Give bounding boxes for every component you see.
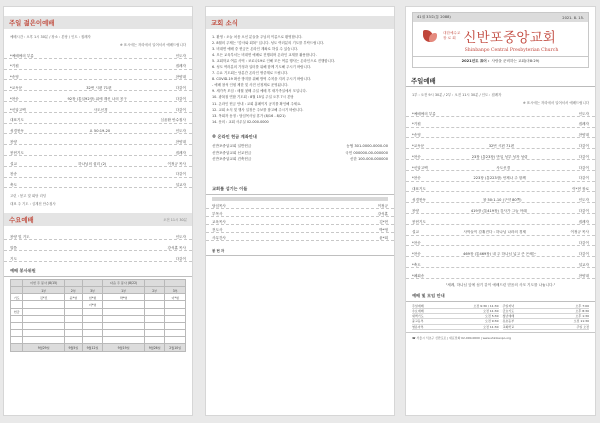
duty-cell [82, 279, 103, 286]
sunday-service-info: 1부 : 오전 9시 30분 / 2부 : 오전 11시 30분 / 인도 : 집례자 [412, 93, 502, 97]
guide-label: 청년예배 [502, 314, 515, 319]
order-item: *교독문 [412, 143, 425, 148]
duty-cell: 기도 [11, 294, 23, 301]
duty-cell [144, 294, 165, 301]
staff-role: 부목사 [212, 212, 223, 216]
order-leader: 다같이 [578, 143, 589, 148]
duty-cell [144, 315, 165, 322]
order-item: 말씀 [10, 245, 17, 250]
order-leader: 인도자 [175, 53, 186, 58]
duty-cell [23, 337, 65, 344]
sunday-title: 주일예배 [411, 76, 436, 85]
order-item: 찬양 및 기도 [10, 234, 30, 239]
order-leader: 강석훈 목사 [167, 245, 186, 250]
footnote-1: 고린 : 봉고 및 회당 리딩 [10, 194, 47, 199]
order-item: 찬양 [10, 139, 17, 144]
order-item: 축도 [10, 183, 17, 188]
wednesday-order-list [4, 229, 192, 261]
duty-cell: 헌금 [11, 308, 23, 315]
duty-cell [23, 315, 65, 322]
order-detail: 32번 시편 71편 [86, 85, 112, 90]
church-footer: ☎ 서울시 서초구 신반포로 | 대표전화 02-000-0000 | www.shinbanpo.org [406, 332, 595, 343]
church-name: 신반포중앙교회 [463, 30, 557, 46]
order-leader: 다같이 [175, 172, 186, 177]
order-leader: 다같이 [175, 256, 186, 261]
order-detail: 창 50:1-10 (구약 80쪽) [482, 197, 522, 202]
account-number: 국민 000000-00-000000 [345, 150, 388, 155]
order-row [406, 225, 595, 236]
order-item: *찬송 [412, 241, 421, 246]
order-item: *송영 [10, 75, 19, 80]
denomination-label [443, 31, 460, 40]
duty-cell [103, 322, 145, 329]
duty-cell: 9월29일 [23, 344, 65, 351]
church-logo [413, 22, 588, 48]
order-row [4, 178, 192, 189]
duty-cell [82, 330, 103, 337]
guide-title: 예배 및 모임 안내 [406, 290, 595, 302]
duty-cell: 1부 [103, 286, 145, 293]
guide-time: 오후 8:30 [575, 309, 589, 314]
duty-cell: 9월19일 [103, 344, 145, 351]
duty-cell [23, 322, 65, 329]
order-row [4, 251, 192, 262]
order-detail: 사막들이 감춰진다 : 하나님 나라의 경제 [463, 230, 526, 235]
duty-cell [144, 330, 165, 337]
duty-cell [65, 279, 83, 286]
news-item: 9. 새가족 모임 : 매월 첫째 주일 예배 후 새가족실에서 모입니다. [212, 89, 307, 94]
order-leader: 다같이 [578, 165, 589, 170]
news-item: 7. 수요 기도회는 당분간 온라인 생중계로 드립니다. [212, 71, 289, 76]
news-item: - 예배 참석 인원 제한 및 사전 신청제로 운영됩니다. [212, 83, 289, 88]
duty-cell: 김*진 [23, 294, 65, 301]
order-row [4, 229, 192, 240]
order-row [4, 240, 192, 251]
duty-row [11, 315, 186, 322]
staff-row [206, 225, 394, 233]
duty-cell [144, 308, 165, 315]
duty-cell [65, 330, 83, 337]
duty-cell: 윤*영 [65, 294, 83, 301]
order-row [406, 160, 595, 171]
sunday-stand-notice: ※ 표시에는 자리에서 일어서서 예배드립니다 [522, 101, 589, 105]
duty-row [11, 330, 186, 337]
order-leader: 인도자 [578, 111, 589, 116]
order-item: *폐회송 [412, 273, 425, 278]
duty-cell [103, 315, 145, 322]
year-theme [413, 56, 588, 67]
duty-cell [144, 279, 165, 286]
order-row [406, 246, 595, 257]
guide-time: 오전 9:30 / 11:30 [473, 303, 499, 308]
guide-label: 주일예배 [412, 303, 424, 308]
duty-cell [65, 315, 83, 322]
staff-role: 담임목사 [212, 204, 226, 208]
account-name: 신반포중앙교회 일반헌금 [212, 144, 252, 148]
denomination-line-1: 대한예수교 [443, 31, 461, 36]
duty-cell [103, 301, 145, 308]
order-item: *기원 [10, 64, 19, 69]
staff-name: 윤*희 [379, 236, 388, 240]
order-row [4, 124, 192, 135]
duty-cell [23, 330, 65, 337]
staff-name: 이정규 [377, 204, 388, 208]
duty-cell: 다음 주 봉사 (8/22) [103, 279, 145, 286]
order-row [4, 113, 192, 124]
account-name: 신반포중앙교회 선교헌금 [212, 150, 252, 155]
order-detail: 하나님의 섭리 (2) [78, 161, 107, 166]
news-item: 14. 문의 : 교회 사무실 02-000-0000 [212, 119, 269, 124]
duty-cell [11, 322, 23, 329]
duty-table [10, 279, 186, 352]
order-item: 봉헌기도 [10, 150, 24, 155]
order-item: *교독문 [10, 85, 23, 90]
duty-cell [11, 344, 23, 351]
duty-cell: 1부 [23, 286, 65, 293]
news-item: 5. 교회학교 여름 사역 : 코로나19로 인해 모든 여름 행사는 온라인으로 진행합니다. [212, 59, 336, 64]
order-row [4, 48, 192, 59]
wednesday-time: 오전 11시 30분 [163, 218, 187, 223]
staff-row [206, 209, 394, 217]
order-item: 찬송 [10, 172, 17, 177]
duty-cell [103, 337, 145, 344]
order-item: *찬송 [412, 176, 421, 181]
duty-cell [11, 337, 23, 344]
order-item: *신앙고백 [10, 107, 26, 112]
order-item: *기원 [412, 122, 421, 127]
order-detail: 32번 시편 71편 [488, 143, 515, 148]
account-title: ※ 온라인 헌금 계좌안내 [212, 133, 257, 139]
staff-role: 전도사 [212, 228, 223, 232]
offering-title: 봉 헌 자 [206, 245, 394, 256]
issue-date: 2021. 8. 15. [562, 15, 584, 20]
guide-grid [406, 304, 595, 330]
duty-cell [11, 279, 23, 286]
order-leader: 다같이 [578, 154, 589, 159]
order-item: *찬송 [412, 251, 421, 256]
wednesday-title: 수요예배 [9, 216, 34, 225]
duty-row [11, 308, 186, 315]
duty-cell [165, 279, 186, 286]
news-item: 10. 광복절 연합 기도회 : 8월 15일 주일 오후 7시 본당 [212, 95, 294, 100]
duty-cell: 9월12일 [82, 344, 103, 351]
order-item: 성경봉독 [10, 129, 24, 134]
order-detail: 요 50:19-20 [89, 129, 111, 134]
order-leader: 인도자 [578, 197, 589, 202]
staff-row [206, 233, 394, 241]
order-leader: 집례자 [175, 150, 186, 155]
duty-cell [144, 322, 165, 329]
order-leader: 이*현 장로 [572, 187, 589, 192]
guide-time: 오후 1:30 [575, 314, 589, 319]
duty-cell: 이*현 [165, 294, 186, 301]
duty-row [11, 301, 186, 308]
order-leader: 이정규 목사 [167, 161, 186, 166]
order-detail: 223장 (통223장) 언제나 주 함께 [473, 176, 526, 181]
staff-name: 박*영 [379, 228, 388, 232]
news-item: 3. 비대면 예배 중 헌금은 온라인 계좌로 하실 수 있습니다. [212, 47, 299, 52]
order-leader: 찬양대 [175, 75, 186, 80]
staff-row [206, 217, 394, 225]
order-item: 대표기도 [10, 118, 24, 123]
duty-cell [144, 301, 165, 308]
order-row [406, 214, 595, 225]
order-detail: 사도신경 [496, 165, 511, 170]
news-item: 8. COVID-19 확산 방지를 위해 방역 수칙을 지켜 주시기 바랍니다. [212, 77, 312, 82]
order-row [406, 268, 595, 279]
church-emblem-icon [421, 28, 439, 44]
theme-text: 사랑을 준비하는 교회(마8:29) [491, 59, 540, 63]
duty-row [11, 286, 186, 293]
guide-time: 오전 5:30 [485, 314, 499, 319]
duty-cell [65, 308, 83, 315]
order-leader: 이정규 목사 [570, 230, 589, 235]
guide-label: 금요기도 [502, 309, 515, 314]
order-row [406, 149, 595, 160]
duty-cell: 임*현 [82, 294, 103, 301]
guide-time: 오전 11:30 [483, 309, 499, 314]
staff-name: 김*현 [379, 220, 388, 224]
duty-cell [82, 337, 103, 344]
stand-notice: ※ 표시에는 자리에서 일어서서 예배드립니다 [119, 43, 186, 47]
duty-cell [11, 286, 23, 293]
duty-cell: 3부 [165, 286, 186, 293]
duty-cell: 이번 주 봉사 (8/15) [23, 279, 65, 286]
youth-order-list [4, 48, 192, 188]
duty-row [11, 344, 186, 351]
order-item: *신앙고백 [412, 165, 428, 170]
duty-cell [144, 337, 165, 344]
duty-cell [103, 330, 145, 337]
bulletin-panel-cover [405, 6, 596, 416]
duty-row [11, 337, 186, 344]
staff-list [206, 201, 394, 241]
order-detail: 사도신경 [93, 107, 108, 112]
order-row [4, 167, 192, 178]
order-row [4, 102, 192, 113]
news-list [206, 32, 394, 127]
duty-cell: 2부 [144, 286, 165, 293]
order-leader: 다같이 [578, 208, 589, 213]
account-number: 신한 100-000-000000 [349, 157, 388, 161]
issue-number: 41권 33호(통 2088) [417, 15, 451, 19]
order-leader: 인도자 [175, 129, 186, 134]
order-item: *예배에의 부름 [412, 111, 436, 116]
news-item: 1. 환영 : 오늘 처음 오신 분들을 주님의 이름으로 환영합니다. [212, 35, 303, 39]
order-leader: 찬양대 [578, 133, 589, 138]
guide-time: 오전 9:30 [485, 319, 499, 324]
order-item: 찬양 [412, 208, 419, 213]
order-row [4, 156, 192, 167]
order-leader: 찬양대 [578, 273, 589, 278]
order-row [406, 257, 595, 268]
guide-label: 영유아부 [412, 324, 424, 329]
section-header-sunday [406, 74, 595, 87]
guide-label: 유초등부 [502, 319, 515, 324]
section-header-youth-worship [4, 16, 192, 29]
staff-row [206, 201, 394, 209]
duty-cell [11, 330, 23, 337]
order-item: 설교 [412, 230, 419, 235]
order-item: 설교 [10, 161, 17, 166]
duty-cell: 9월5일 [65, 344, 83, 351]
order-leader: 다같이 [578, 176, 589, 181]
duty-cell: 9월26일 [144, 344, 165, 351]
order-row [4, 145, 192, 156]
duty-cell [23, 301, 65, 308]
staff-role: 교육목사 [212, 220, 226, 224]
order-row [4, 91, 192, 102]
guide-time: 오후 7:00 [575, 303, 589, 308]
youth-worship-title: 주일 젊은이예배 [9, 19, 55, 27]
issue-bar [413, 13, 588, 22]
news-item: 6. 성도 여러분의 가정과 일터를 위해 함께 기도해 주시기 바랍니다. [212, 65, 312, 70]
duty-cell [103, 308, 145, 315]
duty-cell [82, 322, 103, 329]
news-title: 교회 소식 [211, 19, 238, 27]
order-leader: 다같이 [175, 85, 186, 90]
order-item: *송영 [412, 133, 421, 138]
cover-block [412, 12, 589, 68]
order-row [406, 138, 595, 149]
order-leader: 다같이 [578, 241, 589, 246]
staff-title: 교회를 섬기는 이들 [206, 183, 394, 195]
duty-cell [65, 322, 83, 329]
order-leader: 집례자 [175, 64, 186, 69]
account-name: 신반포중앙교회 건축헌금 [212, 157, 252, 161]
order-leader: 집례자 [578, 122, 589, 127]
duty-cell: 3부 [82, 286, 103, 293]
duty-cell [82, 308, 103, 315]
order-row [406, 171, 595, 182]
youth-service-info: 예배시간 : 오후 1시 30분 / 장소 : 본당 / 인도 : 집례자 [10, 35, 91, 39]
duty-row [11, 322, 186, 329]
guide-label: 교회학교 [502, 324, 515, 329]
guide-time: 오전 11:30 [483, 324, 499, 329]
news-item: 13. 목회자 동정 : 담임목사님 휴가 (8/16 - 8/21) [212, 113, 286, 118]
duty-cell [165, 322, 186, 329]
order-row [406, 128, 595, 139]
section-header-news [206, 16, 394, 29]
footnote-2: 대표 주 기도 : 심계천 안수집사 [10, 202, 56, 207]
order-leader: 인도자 [175, 234, 186, 239]
order-leader: 다같이 [175, 107, 186, 112]
account-row [206, 155, 394, 162]
duty-cell [11, 301, 23, 308]
order-item: *예배에의 부름 [10, 53, 34, 58]
duty-cell: 2부 [65, 286, 83, 293]
duty-cell: 이*영 [82, 301, 103, 308]
duty-cell [82, 315, 103, 322]
duty-cell [165, 308, 186, 315]
guide-label: 수요예배 [412, 309, 424, 314]
order-row [4, 80, 192, 91]
order-item: 기도 [10, 256, 17, 261]
news-item: 12. 교회 소식 및 행사 일정은 주보를 참고해 주시기 바랍니다. [212, 107, 304, 112]
order-row [406, 236, 595, 247]
guide-item [412, 325, 499, 330]
order-detail: 23장 (통23장) 만입 성부 성자 성령 [471, 154, 528, 159]
bulletin-panel-left [3, 6, 193, 416]
order-item: 봉헌기도 [412, 219, 426, 224]
duty-cell [165, 330, 186, 337]
order-row [406, 203, 595, 214]
order-row [406, 117, 595, 128]
guide-time: 오전 11:30 [573, 319, 589, 324]
duty-cell: 박*영 [103, 294, 145, 301]
denomination-line-2: 장 로 회 [443, 36, 456, 40]
order-row [4, 70, 192, 81]
order-item: 성경봉독 [412, 197, 426, 202]
guide-time: 주일 오전 [576, 324, 589, 329]
order-row [406, 106, 595, 117]
order-leader: 다같이 [578, 251, 589, 256]
theme-label: 2021년도 표어 : [461, 59, 490, 63]
duty-cell [165, 337, 186, 344]
order-leader: 다같이 [175, 96, 186, 101]
duty-cell [165, 301, 186, 308]
church-name-english: Shinbanpo Central Presbyterian Church [464, 48, 559, 53]
news-item: 2. 8월의 주제는 "감사와 회복" 입니다. 성도 여러분의 기도를 부탁드립니다. [212, 41, 325, 46]
order-leader: 심윤환 안수집사 [160, 118, 186, 123]
duty-cell: 2월10일 [165, 344, 186, 351]
order-item: *축도 [412, 262, 421, 267]
duty-cell [23, 308, 65, 315]
news-item: 11. 온라인 헌금 안내 : 교회 홈페이지 공지를 확인해 주세요. [212, 101, 302, 106]
account-number: 농협 301-0000-0000-00 [346, 144, 388, 148]
bulletin-panel-middle [205, 6, 395, 416]
duty-row [11, 279, 186, 286]
sunday-order-list [406, 106, 595, 279]
duty-cell [11, 315, 23, 322]
order-leader: 설교자 [175, 183, 186, 188]
order-detail: 469장 (통469장) 내 주 하나님 넓고 큰 은혜는 [463, 251, 537, 256]
guide-label: 주일저녁 [502, 303, 515, 308]
order-row [406, 192, 595, 203]
order-item: *찬송 [10, 96, 19, 101]
duty-row [11, 294, 186, 301]
order-row [4, 134, 192, 145]
guide-label: 새벽기도 [412, 314, 424, 319]
guide-label: 중고등부 [412, 319, 424, 324]
section-header-wednesday [4, 213, 192, 226]
news-item: 4. 모든 교육부서는 비대면 예배로 진행되며 온라인 교재를 활용합니다. [212, 53, 317, 58]
staff-name: 강석훈 [377, 212, 388, 216]
duty-title: 예배 봉사위원 [4, 265, 192, 277]
duty-cell [65, 301, 83, 308]
weekly-verse: "세례, 하나님 앞에 섬기 같이 예배드린 믿음의 사모 기도를 나눕니다." [445, 282, 556, 287]
order-leader: 설교자 [578, 262, 589, 267]
staff-role: 사무간사 [212, 236, 226, 240]
order-leader: 집례자 [578, 219, 589, 224]
order-row [406, 182, 595, 193]
guide-item [503, 325, 590, 330]
duty-cell [165, 315, 186, 322]
order-item: 대표기도 [412, 187, 426, 192]
order-row [4, 59, 192, 70]
order-detail: 92장 (통일92장) 위에 계신 나의 친구 [67, 96, 127, 101]
account-list [206, 142, 394, 162]
order-detail: 419장 (통419장) 감사가 그늘 아래 [470, 208, 527, 213]
order-leader: 찬양대 [175, 139, 186, 144]
order-item: *찬송 [412, 154, 421, 159]
duty-cell [65, 337, 83, 344]
